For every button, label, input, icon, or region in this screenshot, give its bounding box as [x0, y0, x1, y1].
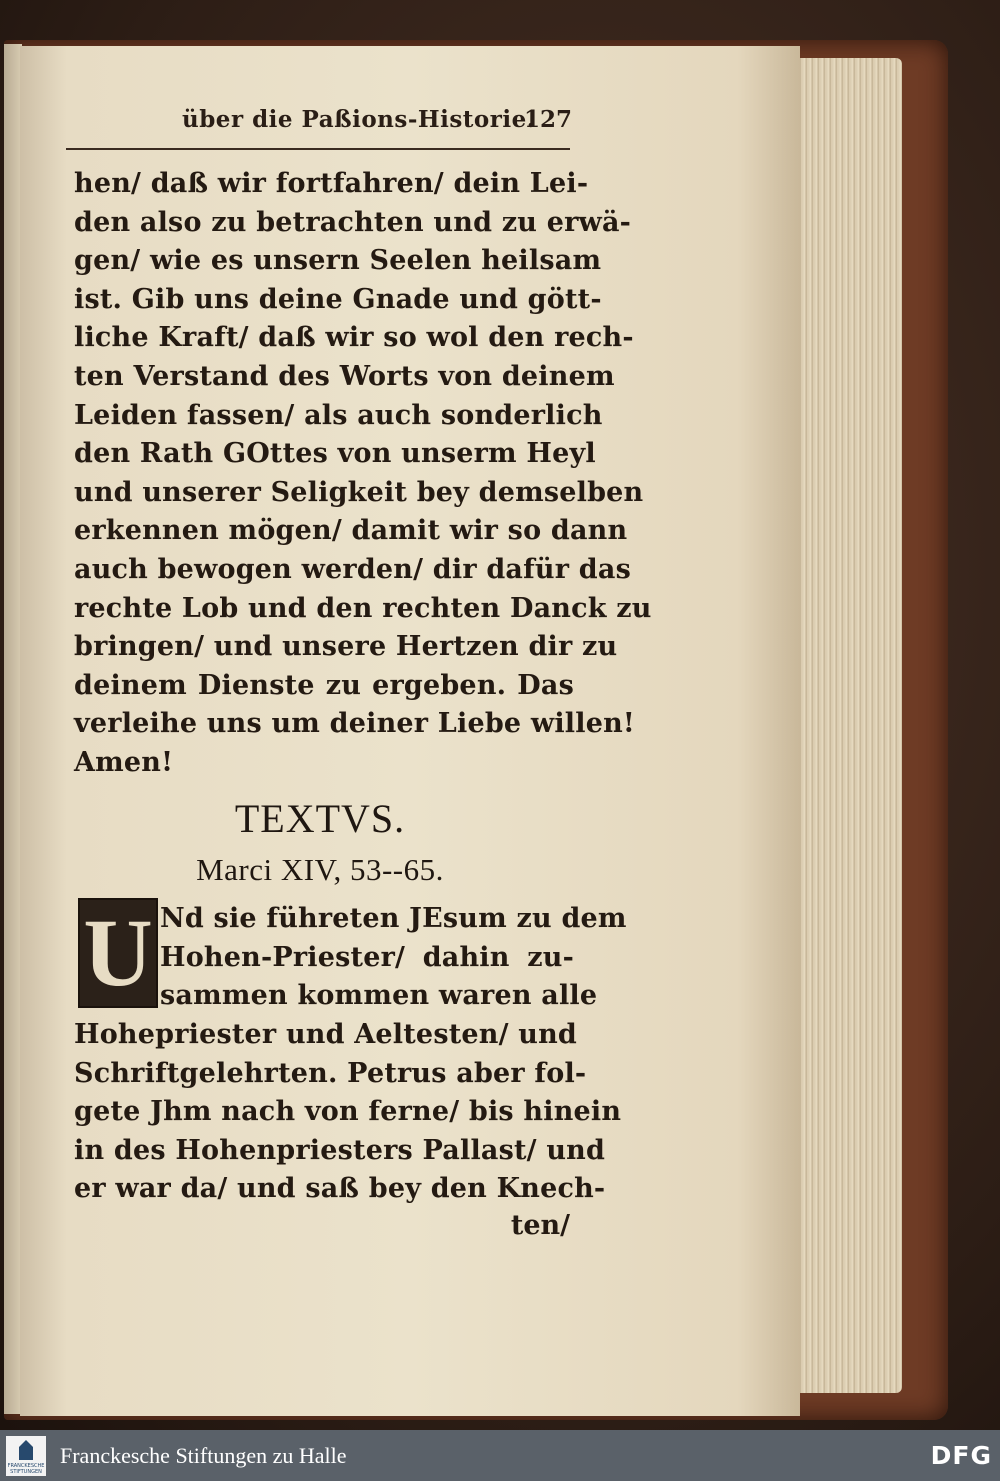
running-header-title: über die Paßions-Historie. [182, 106, 536, 133]
text-line: Hohepriester und Aeltesten/ und [74, 1019, 577, 1050]
institution-name[interactable]: Franckesche Stiftungen zu Halle [60, 1443, 347, 1468]
prayer-paragraph [74, 165, 652, 783]
text-line: verleihe uns um deiner Liebe willen! [74, 708, 635, 740]
text-line: hen/ daß wir fortfahren/ dein Lei- [74, 168, 589, 199]
text-line: liche Kraft/ daß wir so wol den rech- [74, 322, 634, 354]
text-line: ten Verstand des Worts von deinem [74, 360, 615, 392]
scripture-reference: Marci XIV, 53--65. [196, 852, 444, 887]
text-line: gete Jhm nach von ferne/ bis hinein [74, 1096, 622, 1128]
text-line: Schriftgelehrten. Petrus aber fol- [74, 1057, 587, 1089]
building-icon [19, 1440, 33, 1460]
text-line: den also zu betrachten und zu erwä- [74, 206, 632, 238]
decorated-initial: U [78, 898, 158, 1008]
header-rule [66, 148, 570, 150]
text-line: er war da/ und saß bey den Knech- [74, 1173, 606, 1205]
institution-logo[interactable] [6, 1436, 46, 1476]
text-line: rechte Lob und den rechten Danck zu [74, 592, 652, 624]
text-line: den Rath GOttes von unserm Heyl [74, 438, 596, 470]
page-number: 127 [523, 106, 572, 133]
text-line: Hohen-Priester/ dahin zu- [160, 941, 574, 973]
footer-bar [0, 1430, 1000, 1481]
text-line: Amen! [74, 746, 174, 778]
text-line: Nd sie führeten JEsum zu dem [160, 903, 627, 934]
text-line: gen/ wie es unsern Seelen heilsam [74, 245, 602, 277]
section-heading: TEXTVS. [234, 796, 406, 841]
text-line: bringen/ und unsere Hertzen dir zu [74, 631, 618, 663]
logo-text: FRANCKESCHE STIFTUNGEN [7, 1463, 45, 1475]
scripture-text-opening [74, 900, 627, 1016]
text-line: in des Hohenpriesters Pallast/ und [74, 1134, 606, 1166]
text-line: deinem Dienste zu ergeben. Das [74, 669, 574, 701]
text-line: und unserer Seligkeit bey demselben [74, 476, 644, 508]
dfg-logo[interactable]: DFG [930, 1441, 992, 1470]
text-line: Leiden fassen/ als auch sonderlich [74, 399, 603, 431]
text-line: erkennen mögen/ damit wir so dann [74, 515, 628, 547]
page-edges [790, 58, 902, 1393]
text-line: auch bewogen werden/ dir dafür das [74, 553, 631, 585]
catchword: ten/ [510, 1210, 570, 1241]
text-line: ist. Gib uns deine Gnade und gött- [74, 283, 602, 315]
scripture-text [74, 1016, 622, 1209]
text-line: sammen kommen waren alle [160, 980, 598, 1012]
